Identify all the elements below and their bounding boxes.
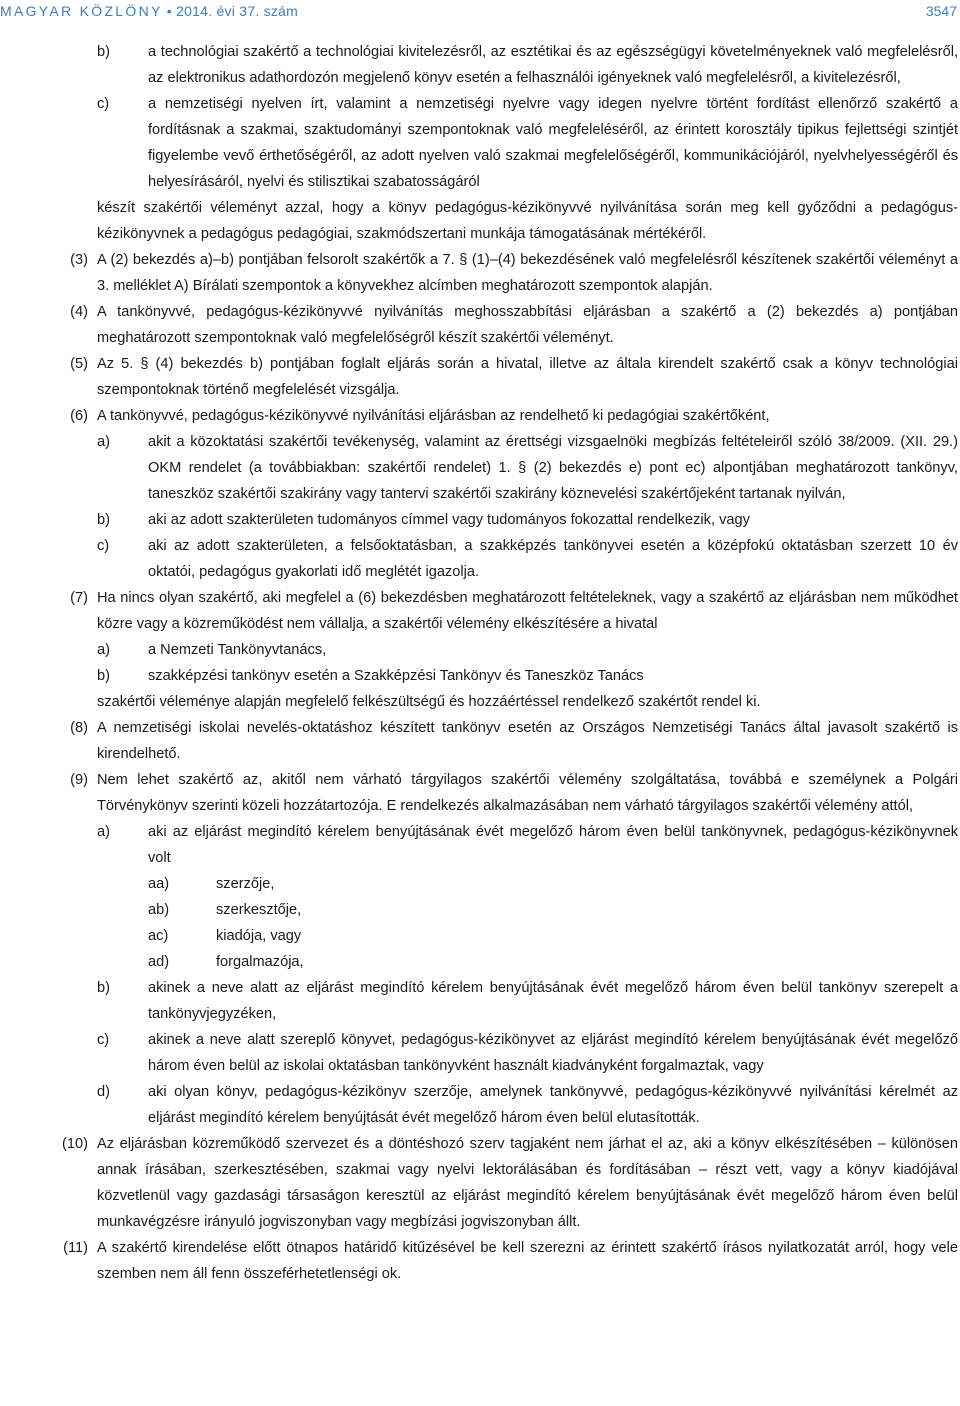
paragraph-7-point-a bbox=[0, 637, 960, 663]
paragraph-6-point-c bbox=[0, 533, 960, 585]
paragraph-9-point-c bbox=[0, 1027, 960, 1079]
point-label: c) bbox=[97, 1032, 110, 1048]
paragraph-9-subpoint-ad bbox=[0, 949, 960, 975]
subpoint-label: ac) bbox=[148, 928, 169, 944]
paragraph-6-point-b bbox=[0, 507, 960, 533]
header-bullet: • bbox=[166, 3, 172, 19]
paragraph-8 bbox=[0, 715, 960, 767]
paragraph-text: Ha nincs olyan szakértő, aki megfelel a (6) bekezdésben meghatározott feltételeknek, vagy a szakértő az eljárásban nem működhet közre vagy a közreműködést nem vállalja, a szakértői vélemény elkészítésére a hivatal bbox=[97, 590, 958, 632]
paragraph-text: Az 5. § (4) bekezdés b) pontjában foglalt eljárás során a hivatal, illetve az általa kirendelt szakértő csak a könyv technológiai szempontoknak történő megfelelését vizsgálja. bbox=[97, 356, 958, 398]
paragraph-text: A szakértő kirendelése előtt ötnapos határidő kitűzésével be kell szerezni az érintett szakértő írásos nyilatkozatát arról, hogy vele szemben nem áll fenn összeférhetetlenségi ok. bbox=[97, 1240, 958, 1282]
paragraph-label: (7) bbox=[70, 590, 88, 606]
paragraph-text: A (2) bekezdés a)–b) pontjában felsorolt szakértők a 7. § (1)–(4) bekezdésének való megfelelésről készítenek szakértői véleményt a 3. melléklet A) Bírálati szempontok a könyvekhez alcímben meghatározott szempontok alapján. bbox=[97, 252, 958, 294]
point-label: c) bbox=[97, 538, 110, 554]
point-label: b) bbox=[97, 980, 110, 996]
paragraph-label: (3) bbox=[70, 252, 88, 268]
paragraph-label: (10) bbox=[62, 1136, 88, 1152]
point-text: aki az adott szakterületen tudományos címmel vagy tudományos fokozattal rendelkezik, vagy bbox=[148, 512, 750, 528]
paragraph-text: A tankönyvvé, pedagógus-kézikönyvvé nyilvánítási eljárásban az rendelhető ki pedagógiai szakértőként, bbox=[97, 408, 770, 424]
paragraph-9-point-a bbox=[0, 819, 960, 871]
paragraph-label: (4) bbox=[70, 304, 88, 320]
paragraph-9-point-b bbox=[0, 975, 960, 1027]
paragraph-text: Nem lehet szakértő az, akitől nem várható tárgyilagos szakértői vélemény szolgáltatása, továbbá e személynek a Polgári Törvénykönyv szerinti közeli hozzátartozója. E rendelkezés alkalmazásában nem várható tárgyilagos szakértői vélemény attól, bbox=[97, 772, 958, 814]
subpoint-text: kiadója, vagy bbox=[216, 928, 302, 944]
point-text: aki az adott szakterületen, a felsőoktatásban, a szakképzés tankönyvei esetén a középfokú oktatásban szerzett 10 év oktatói, pedagógus gyakorlati idő meglétét igazolja. bbox=[148, 538, 958, 580]
paragraph-10 bbox=[0, 1131, 960, 1235]
paragraph-6-point-a bbox=[0, 429, 960, 507]
point-text: a nemzetiségi nyelven írt, valamint a nemzetiségi nyelvre vagy idegen nyelvre történt fordítást ellenőrző szakértő a fordításnak a szakmai, szaktudományi szempontoknak való megfeleléséről, az érintett korosztály tipikus fejlettségi szintjét figyelembe vevő érthetőségéről, az adott nyelven való szakmai megfelelőségéről, kommunikációjáról, nyelvhelyességéről és helyesírásáról, nyelvi és stilisztikai szabatosságáról bbox=[148, 96, 958, 190]
subpoint-label: ad) bbox=[148, 954, 170, 970]
paragraph-label: (6) bbox=[70, 408, 88, 424]
point-text: akinek a neve alatt szereplő könyvet, pedagógus-kézikönyvet az eljárást megindító kérelem benyújtásának évét megelőző három éven belül az iskolai oktatásban tankönyvként használt kiadványként forgalmaztak, vagy bbox=[148, 1032, 958, 1074]
paragraph-9-subpoint-aa bbox=[0, 871, 960, 897]
paragraph-text: A tankönyvvé, pedagógus-kézikönyvvé nyilvánítás meghosszabbítási eljárásban a szakértő a (2) bekezdés a) pontjában meghatározott szempontoknak való megfelelőségről készít szakértői véleményt. bbox=[97, 304, 958, 346]
point-label: d) bbox=[97, 1084, 110, 1100]
paragraph-7 bbox=[0, 585, 960, 637]
subpoint-text: forgalmazója, bbox=[216, 954, 304, 970]
paragraph-label: (11) bbox=[63, 1240, 88, 1256]
paragraph-9-subpoint-ac bbox=[0, 923, 960, 949]
point-label: a) bbox=[97, 434, 110, 450]
subpoint-label: ab) bbox=[148, 902, 170, 918]
point-text: szakképzési tankönyv esetén a Szakképzési Tankönyv és Taneszköz Tanács bbox=[148, 668, 644, 684]
paragraph-7-closing: szakértői véleménye alapján megfelelő felkészültségű és hozzáértéssel rendelkező szakértőt rendel ki. bbox=[97, 694, 761, 710]
page-header bbox=[0, 0, 960, 26]
paragraph-5 bbox=[0, 351, 960, 403]
subpoint-text: szerzője, bbox=[216, 876, 275, 892]
journal-title: MAGYAR KÖZLÖNY bbox=[0, 3, 163, 19]
point-text: akit a közoktatási szakértői tevékenység, valamint az érettségi vizsgaelnöki megbízás feltételeiről szóló 38/2009. (XII. 29.) OKM rendelet (a továbbiakban: szakértői rendelet) 1. § (2) bekezdés e) pont ec) alpontjában meghatározott tankönyv, taneszköz szakértői szakirány vagy tantervi szakértői szakirány köznevelési szakértőjeként tartanak nyilván, bbox=[148, 434, 958, 502]
point-label: b) bbox=[97, 44, 110, 60]
paragraph-label: (8) bbox=[70, 720, 88, 736]
running-head bbox=[0, 3, 298, 19]
paragraph-4 bbox=[0, 299, 960, 351]
paragraph-9-point-d bbox=[0, 1079, 960, 1131]
paragraph-label: (9) bbox=[70, 772, 88, 788]
point-text: akinek a neve alatt az eljárást megindító kérelem benyújtásának évét megelőző három éven belül tankönyv szerepelt a tankönyvjegyzéken, bbox=[148, 980, 958, 1022]
point-label: c) bbox=[97, 96, 110, 112]
point-text: aki az eljárást megindító kérelem benyújtásának évét megelőző három éven belül tankönyvnek, pedagógus-kézikönyvnek volt bbox=[148, 824, 958, 866]
paragraph-9 bbox=[0, 767, 960, 819]
point-text: a technológiai szakértő a technológiai kivitelezésről, az esztétikai és az egészségügyi követelményeknek való megfelelésről, az elektronikus adathordozón megjelenő könyv esetén a felhasználói igényeknek való megfelelésről, a kivitelezésről, bbox=[148, 44, 958, 86]
paragraph-3 bbox=[0, 247, 960, 299]
body-text bbox=[0, 39, 960, 1287]
paragraph-11 bbox=[0, 1235, 960, 1287]
issue-number: 2014. évi 37. szám bbox=[176, 3, 299, 19]
paragraph-text: Az eljárásban közreműködő szervezet és a döntéshozó szerv tagjaként nem járhat el az, aki a könyv elkészítésében – különösen annak írásában, szerkesztésében, szakmai vagy nyelvi lektorálásában és fordításában – részt vett, vagy a könyv kiadójával közvetlenül vagy gazdasági társaságon keresztül az eljárást megindító kérelem benyújtásának évét megelőző három éven belül munkavégzésre irányuló jogviszonyban vagy megbízási jogviszonyban állt. bbox=[97, 1136, 958, 1230]
subpoint-text: szerkesztője, bbox=[216, 902, 302, 918]
point-label: b) bbox=[97, 512, 110, 528]
paragraph-text: A nemzetiségi iskolai nevelés-oktatáshoz készített tankönyv esetén az Országos Nemzetiségi Tanács által javasolt szakértő is kirendelhető. bbox=[97, 720, 958, 762]
point-label: a) bbox=[97, 642, 110, 658]
point-label: a) bbox=[97, 824, 110, 840]
subpoint-label: aa) bbox=[148, 876, 170, 892]
paragraph-9-subpoint-ab bbox=[0, 897, 960, 923]
point-text: a Nemzeti Tankönyvtanács, bbox=[148, 642, 327, 658]
paragraph-label: (5) bbox=[70, 356, 88, 372]
point-text: aki olyan könyv, pedagógus-kézikönyv szerzője, amelynek tankönyvvé, pedagógus-kézikönyvvé nyilvánítási kérelmét az eljárást megindító kérelem benyújtását évét megelőző három éven belül elutasították. bbox=[148, 1084, 958, 1126]
point-label: b) bbox=[97, 668, 110, 684]
paragraph-2-closing: készít szakértői véleményt azzal, hogy a könyv pedagógus-kézikönyvvé nyilvánítása során meg kell győződni a pedagógus-kézikönyvnek a pedagógus pedagógiai, szakmódszertani munkája támogatásának mértékéről. bbox=[97, 200, 958, 242]
point-b-technological-expert bbox=[0, 39, 960, 91]
paragraph-6 bbox=[0, 403, 960, 429]
page-number: 3547 bbox=[925, 3, 957, 19]
paragraph-7-point-b bbox=[0, 663, 960, 689]
point-c-nationality-language-expert bbox=[0, 91, 960, 195]
